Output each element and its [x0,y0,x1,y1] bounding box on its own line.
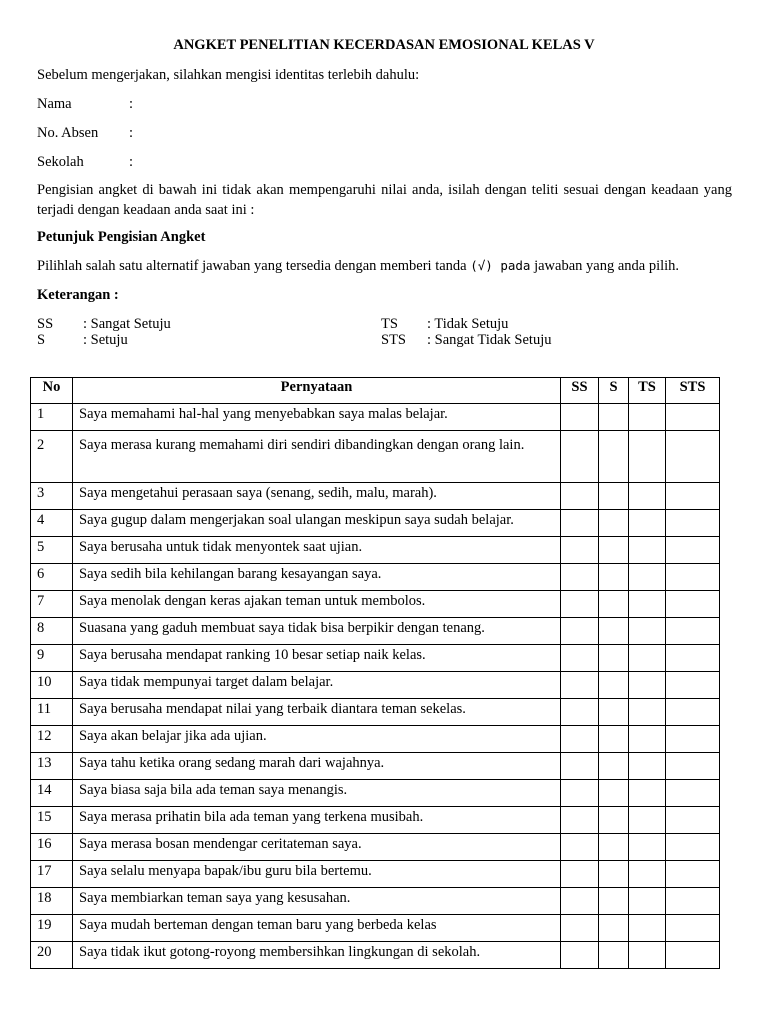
table-row [31,888,720,915]
row-statement: Suasana yang gaduh membuat saya tidak bisa berpikir dengan tenang. [73,618,561,645]
answer-cell-sts[interactable] [666,564,720,591]
table-row [31,431,720,483]
row-number: 16 [31,834,73,861]
legend-text-ss: : Sangat Setuju [83,316,171,332]
legend-code-sts: STS [381,332,406,348]
answer-cell-ss[interactable] [561,645,599,672]
legend-code-ts: TS [381,316,398,332]
header-sts: STS [666,378,720,404]
answer-cell-ts[interactable] [629,510,666,537]
row-statement: Saya tahu ketika orang sedang marah dari wajahnya. [73,753,561,780]
answer-cell-s[interactable] [599,780,629,807]
row-number: 18 [31,888,73,915]
instructions-after: jawaban yang anda pilih. [534,258,680,274]
answer-cell-sts[interactable] [666,645,720,672]
answer-cell-sts[interactable] [666,618,720,645]
row-statement: Saya berusaha mendapat ranking 10 besar setiap naik kelas. [73,645,561,672]
instructions-text [37,257,737,275]
answer-cell-sts[interactable] [666,591,720,618]
check-mark-instruction: (√) pada [470,258,531,273]
intro-text: Sebelum mengerjakan, silahkan mengisi identitas terlebih dahulu: [37,67,420,83]
table-row [31,591,720,618]
table-row [31,834,720,861]
answer-cell-ss[interactable] [561,915,599,942]
row-number: 8 [31,618,73,645]
row-statement: Saya memahami hal-hal yang menyebabkan saya malas belajar. [73,404,561,431]
table-row [31,942,720,969]
table-row [31,537,720,564]
row-number: 13 [31,753,73,780]
answer-cell-ts[interactable] [629,431,666,483]
row-number: 4 [31,510,73,537]
table-row [31,861,720,888]
answer-cell-ss[interactable] [561,483,599,510]
questionnaire-table [30,377,720,969]
instructions-heading: Petunjuk Pengisian Angket [37,229,206,245]
row-number: 3 [31,483,73,510]
row-number: 20 [31,942,73,969]
answer-cell-s[interactable] [599,807,629,834]
table-body [31,404,720,969]
answer-cell-s[interactable] [599,618,629,645]
answer-cell-ss[interactable] [561,672,599,699]
document-title: ANGKET PENELITIAN KECERDASAN EMOSIONAL KELAS V [173,37,595,53]
row-statement: Saya membiarkan teman saya yang kesusahan. [73,888,561,915]
table-row [31,699,720,726]
answer-cell-ss[interactable] [561,942,599,969]
answer-cell-sts[interactable] [666,404,720,431]
table-row [31,404,720,431]
answer-cell-ss[interactable] [561,591,599,618]
answer-cell-ts[interactable] [629,699,666,726]
legend-text-sts: : Sangat Tidak Setuju [427,332,552,348]
identity-colon-sekolah: : [129,154,134,170]
answer-cell-ts[interactable] [629,404,666,431]
row-number: 15 [31,807,73,834]
answer-cell-ss[interactable] [561,807,599,834]
answer-cell-ss[interactable] [561,861,599,888]
answer-cell-sts[interactable] [666,942,720,969]
table-row [31,483,720,510]
row-number: 9 [31,645,73,672]
table-row [31,780,720,807]
header-ts: TS [629,378,666,404]
row-statement: Saya gugup dalam mengerjakan soal ulangan meskipun saya sudah belajar. [73,510,561,537]
row-statement: Saya biasa saja bila ada teman saya menangis. [73,780,561,807]
answer-cell-ss[interactable] [561,834,599,861]
answer-cell-ts[interactable] [629,915,666,942]
answer-cell-ss[interactable] [561,726,599,753]
answer-cell-s[interactable] [599,431,629,483]
table-header-row [31,378,720,404]
identity-label-absen: No. Absen [37,125,99,141]
answer-cell-sts[interactable] [666,807,720,834]
header-no: No [31,378,73,404]
row-number: 17 [31,861,73,888]
row-number: 19 [31,915,73,942]
answer-cell-ts[interactable] [629,591,666,618]
legend-text-ts: : Tidak Setuju [427,316,509,332]
answer-cell-ss[interactable] [561,404,599,431]
header-ss: SS [561,378,599,404]
answer-cell-sts[interactable] [666,753,720,780]
answer-cell-ts[interactable] [629,888,666,915]
row-number: 1 [31,404,73,431]
answer-cell-ts[interactable] [629,861,666,888]
header-s: S [599,378,629,404]
row-number: 11 [31,699,73,726]
answer-cell-sts[interactable] [666,726,720,753]
row-statement: Saya berusaha untuk tidak menyontek saat ujian. [73,537,561,564]
answer-cell-ts[interactable] [629,672,666,699]
answer-cell-sts[interactable] [666,672,720,699]
row-statement: Saya mudah berteman dengan teman baru yang berbeda kelas [73,915,561,942]
table-row [31,915,720,942]
row-number: 14 [31,780,73,807]
legend-code-s: S [37,332,46,348]
legend-code-ss: SS [37,316,54,332]
answer-cell-s[interactable] [599,726,629,753]
answer-cell-s[interactable] [599,591,629,618]
table-row [31,564,720,591]
answer-cell-sts[interactable] [666,861,720,888]
answer-cell-ts[interactable] [629,753,666,780]
row-statement: Saya merasa bosan mendengar ceritateman saya. [73,834,561,861]
answer-cell-s[interactable] [599,834,629,861]
answer-cell-s[interactable] [599,915,629,942]
description-paragraph: Pengisian angket di bawah ini tidak akan mempengaruhi nilai anda, isilah dengan teliti sesuai dengan keadaan yang terjadi dengan keadaan anda saat ini : [37,182,732,218]
answer-cell-sts[interactable] [666,699,720,726]
answer-cell-s[interactable] [599,753,629,780]
answer-cell-ss[interactable] [561,888,599,915]
row-statement: Saya berusaha mendapat nilai yang terbaik diantara teman sekelas. [73,699,561,726]
answer-cell-ss[interactable] [561,564,599,591]
instructions-before: Pilihlah salah satu alternatif jawaban yang tersedia dengan memberi tanda [37,258,467,274]
table-row [31,672,720,699]
row-statement: Saya merasa prihatin bila ada teman yang terkena musibah. [73,807,561,834]
answer-cell-ts[interactable] [629,780,666,807]
answer-cell-s[interactable] [599,564,629,591]
row-number: 6 [31,564,73,591]
row-number: 7 [31,591,73,618]
header-pernyataan: Pernyataan [73,378,561,404]
answer-cell-ss[interactable] [561,537,599,564]
answer-cell-sts[interactable] [666,915,720,942]
answer-cell-s[interactable] [599,483,629,510]
answer-cell-ts[interactable] [629,834,666,861]
answer-cell-sts[interactable] [666,431,720,483]
row-statement: Saya menolak dengan keras ajakan teman untuk membolos. [73,591,561,618]
row-statement: Saya selalu menyapa bapak/ibu guru bila bertemu. [73,861,561,888]
answer-cell-ss[interactable] [561,618,599,645]
answer-cell-s[interactable] [599,861,629,888]
answer-cell-sts[interactable] [666,510,720,537]
answer-cell-ss[interactable] [561,510,599,537]
row-statement: Saya merasa kurang memahami diri sendiri dibandingkan dengan orang lain. [73,431,561,483]
identity-label-nama: Nama [37,96,72,112]
table-row [31,618,720,645]
identity-colon-nama: : [129,96,134,112]
legend-text-s: : Setuju [83,332,128,348]
row-statement: Saya tidak ikut gotong-royong membersihkan lingkungan di sekolah. [73,942,561,969]
answer-cell-sts[interactable] [666,834,720,861]
answer-cell-ts[interactable] [629,618,666,645]
answer-cell-sts[interactable] [666,888,720,915]
table-row [31,645,720,672]
row-statement: Saya akan belajar jika ada ujian. [73,726,561,753]
answer-cell-sts[interactable] [666,483,720,510]
answer-cell-ts[interactable] [629,726,666,753]
table-row [31,807,720,834]
answer-cell-s[interactable] [599,672,629,699]
row-statement: Saya tidak mempunyai target dalam belajar. [73,672,561,699]
table-row [31,753,720,780]
identity-colon-absen: : [129,125,134,141]
row-number: 10 [31,672,73,699]
legend-heading: Keterangan : [37,287,119,303]
answer-cell-s[interactable] [599,510,629,537]
row-number: 5 [31,537,73,564]
answer-cell-ts[interactable] [629,645,666,672]
answer-cell-ts[interactable] [629,537,666,564]
answer-cell-s[interactable] [599,537,629,564]
answer-cell-s[interactable] [599,888,629,915]
answer-cell-s[interactable] [599,404,629,431]
answer-cell-s[interactable] [599,942,629,969]
answer-cell-sts[interactable] [666,780,720,807]
row-number: 12 [31,726,73,753]
answer-cell-s[interactable] [599,699,629,726]
answer-cell-ts[interactable] [629,483,666,510]
answer-cell-ss[interactable] [561,699,599,726]
answer-cell-ts[interactable] [629,807,666,834]
row-number: 2 [31,431,73,483]
answer-cell-ss[interactable] [561,780,599,807]
answer-cell-sts[interactable] [666,537,720,564]
answer-cell-s[interactable] [599,645,629,672]
table-row [31,726,720,753]
row-statement: Saya mengetahui perasaan saya (senang, sedih, malu, marah). [73,483,561,510]
row-statement: Saya sedih bila kehilangan barang kesayangan saya. [73,564,561,591]
answer-cell-ts[interactable] [629,942,666,969]
table-row [31,510,720,537]
answer-cell-ss[interactable] [561,431,599,483]
answer-cell-ts[interactable] [629,564,666,591]
answer-cell-ss[interactable] [561,753,599,780]
identity-label-sekolah: Sekolah [37,154,84,170]
